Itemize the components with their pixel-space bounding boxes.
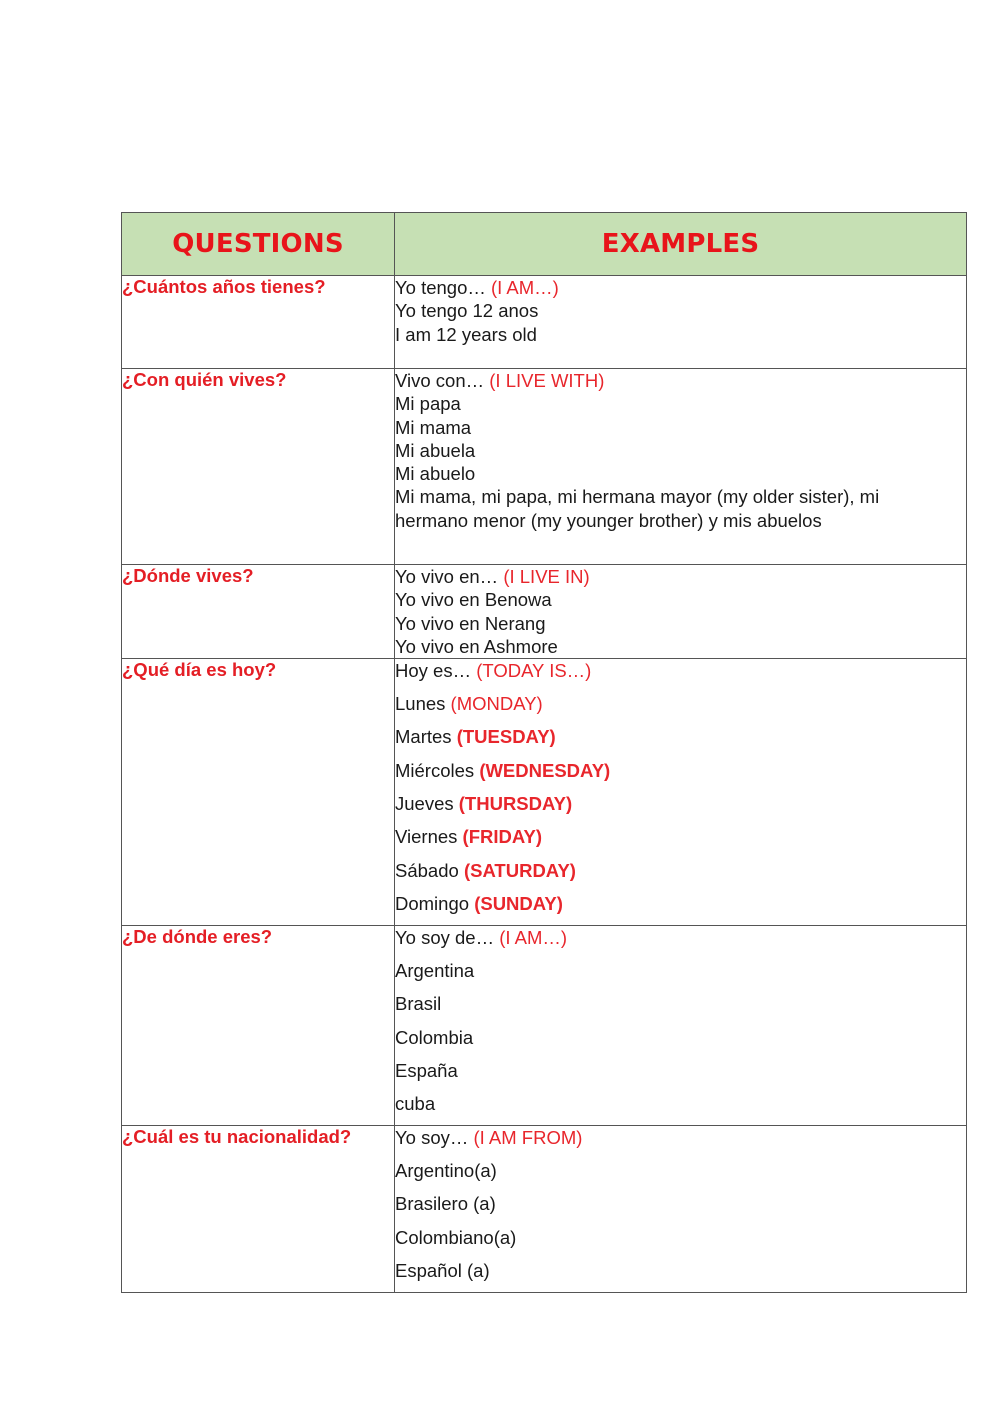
day-line — [395, 787, 966, 820]
example-line: Español (a) — [395, 1260, 490, 1282]
lead-line — [395, 659, 966, 682]
question-cell: ¿Qué día es hoy? — [122, 659, 395, 926]
question-cell: ¿Con quién vives? — [122, 369, 395, 565]
day-en: (THURSDAY) — [458, 793, 573, 815]
questions-table — [121, 212, 967, 1293]
lead-line — [395, 369, 966, 392]
example-line: Colombiano(a) — [395, 1226, 517, 1248]
day-en: (FRIDAY) — [462, 826, 543, 848]
day-line — [395, 687, 966, 720]
lead-line — [395, 565, 966, 588]
lead-text: Yo soy… — [395, 1127, 469, 1149]
day-en: (SUNDAY) — [474, 892, 563, 914]
example-line: Argentino(a) — [395, 1160, 497, 1182]
day-en: (WEDNESDAY) — [479, 759, 611, 781]
day-line — [395, 754, 966, 787]
example-line: Yo vivo en Ashmore — [395, 635, 558, 657]
day-line — [395, 720, 966, 753]
day-es: Miércoles — [395, 759, 475, 781]
lead-hint: (I LIVE IN) — [503, 566, 590, 587]
question-cell: ¿Cuál es tu nacionalidad? — [122, 1126, 395, 1293]
question-cell: ¿Cuántos años tienes? — [122, 276, 395, 369]
lead-hint: (I AM FROM) — [473, 1127, 583, 1149]
lead-text: Hoy es… — [395, 660, 472, 682]
example-line: Mi abuelo — [395, 463, 476, 485]
day-line — [395, 854, 966, 887]
questions-header: QUESTIONS — [122, 213, 395, 276]
table-row — [122, 565, 967, 659]
example-line: Brasilero (a) — [395, 1193, 496, 1215]
example-line: España — [395, 1060, 458, 1082]
question-cell: ¿De dónde eres? — [122, 926, 395, 1126]
examples-header: EXAMPLES — [395, 213, 967, 276]
example-line: Argentina — [395, 960, 475, 982]
lead-line — [395, 1126, 966, 1149]
day-es: Viernes — [395, 826, 458, 848]
table-row — [122, 369, 967, 565]
header-row — [122, 213, 967, 276]
lead-hint: (I LIVE WITH) — [489, 370, 605, 391]
example-line: cuba — [395, 1093, 436, 1115]
lead-line — [395, 926, 966, 949]
table-row — [122, 926, 967, 1126]
lead-text: Vivo con… — [395, 370, 485, 391]
example-line: Yo vivo en Nerang — [395, 612, 546, 634]
example-line: Yo tengo 12 anos — [395, 300, 539, 322]
lead-hint: (TODAY IS…) — [476, 660, 592, 682]
day-es: Sábado — [395, 859, 459, 881]
example-line: I am 12 years old — [395, 323, 537, 345]
examples-cell — [395, 565, 967, 659]
example-line: Brasil — [395, 993, 442, 1015]
table-row — [122, 276, 967, 369]
lead-text: Yo vivo en… — [395, 566, 499, 587]
examples-cell — [395, 276, 967, 369]
table-row — [122, 659, 967, 926]
example-line: Mi mama — [395, 416, 472, 438]
example-line: Mi mama, mi papa, mi hermana mayor (my older sister), mi hermano menor (my younger brother) y mis abuelos — [395, 486, 880, 531]
table-row — [122, 1126, 967, 1293]
examples-cell — [395, 1126, 967, 1293]
lead-text: Yo soy de… — [395, 927, 495, 949]
day-line — [395, 887, 966, 920]
lead-hint: (I AM…) — [499, 927, 568, 949]
example-line: Mi abuela — [395, 439, 476, 461]
lead-line — [395, 276, 966, 299]
lead-text: Yo tengo… — [395, 277, 486, 298]
examples-cell — [395, 659, 967, 926]
day-es: Jueves — [395, 793, 454, 815]
question-cell: ¿Dónde vives? — [122, 565, 395, 659]
day-es: Lunes — [395, 693, 446, 715]
day-es: Martes — [395, 726, 452, 748]
example-line: Yo vivo en Benowa — [395, 589, 552, 611]
lead-hint: (I AM…) — [491, 277, 559, 298]
day-en: (SATURDAY) — [463, 859, 576, 881]
day-es: Domingo — [395, 892, 470, 914]
day-line — [395, 820, 966, 853]
day-en: (TUESDAY) — [456, 726, 556, 748]
example-line: Colombia — [395, 1026, 474, 1048]
day-en: (MONDAY) — [450, 693, 543, 715]
examples-cell — [395, 926, 967, 1126]
examples-cell — [395, 369, 967, 565]
example-line: Mi papa — [395, 393, 461, 415]
